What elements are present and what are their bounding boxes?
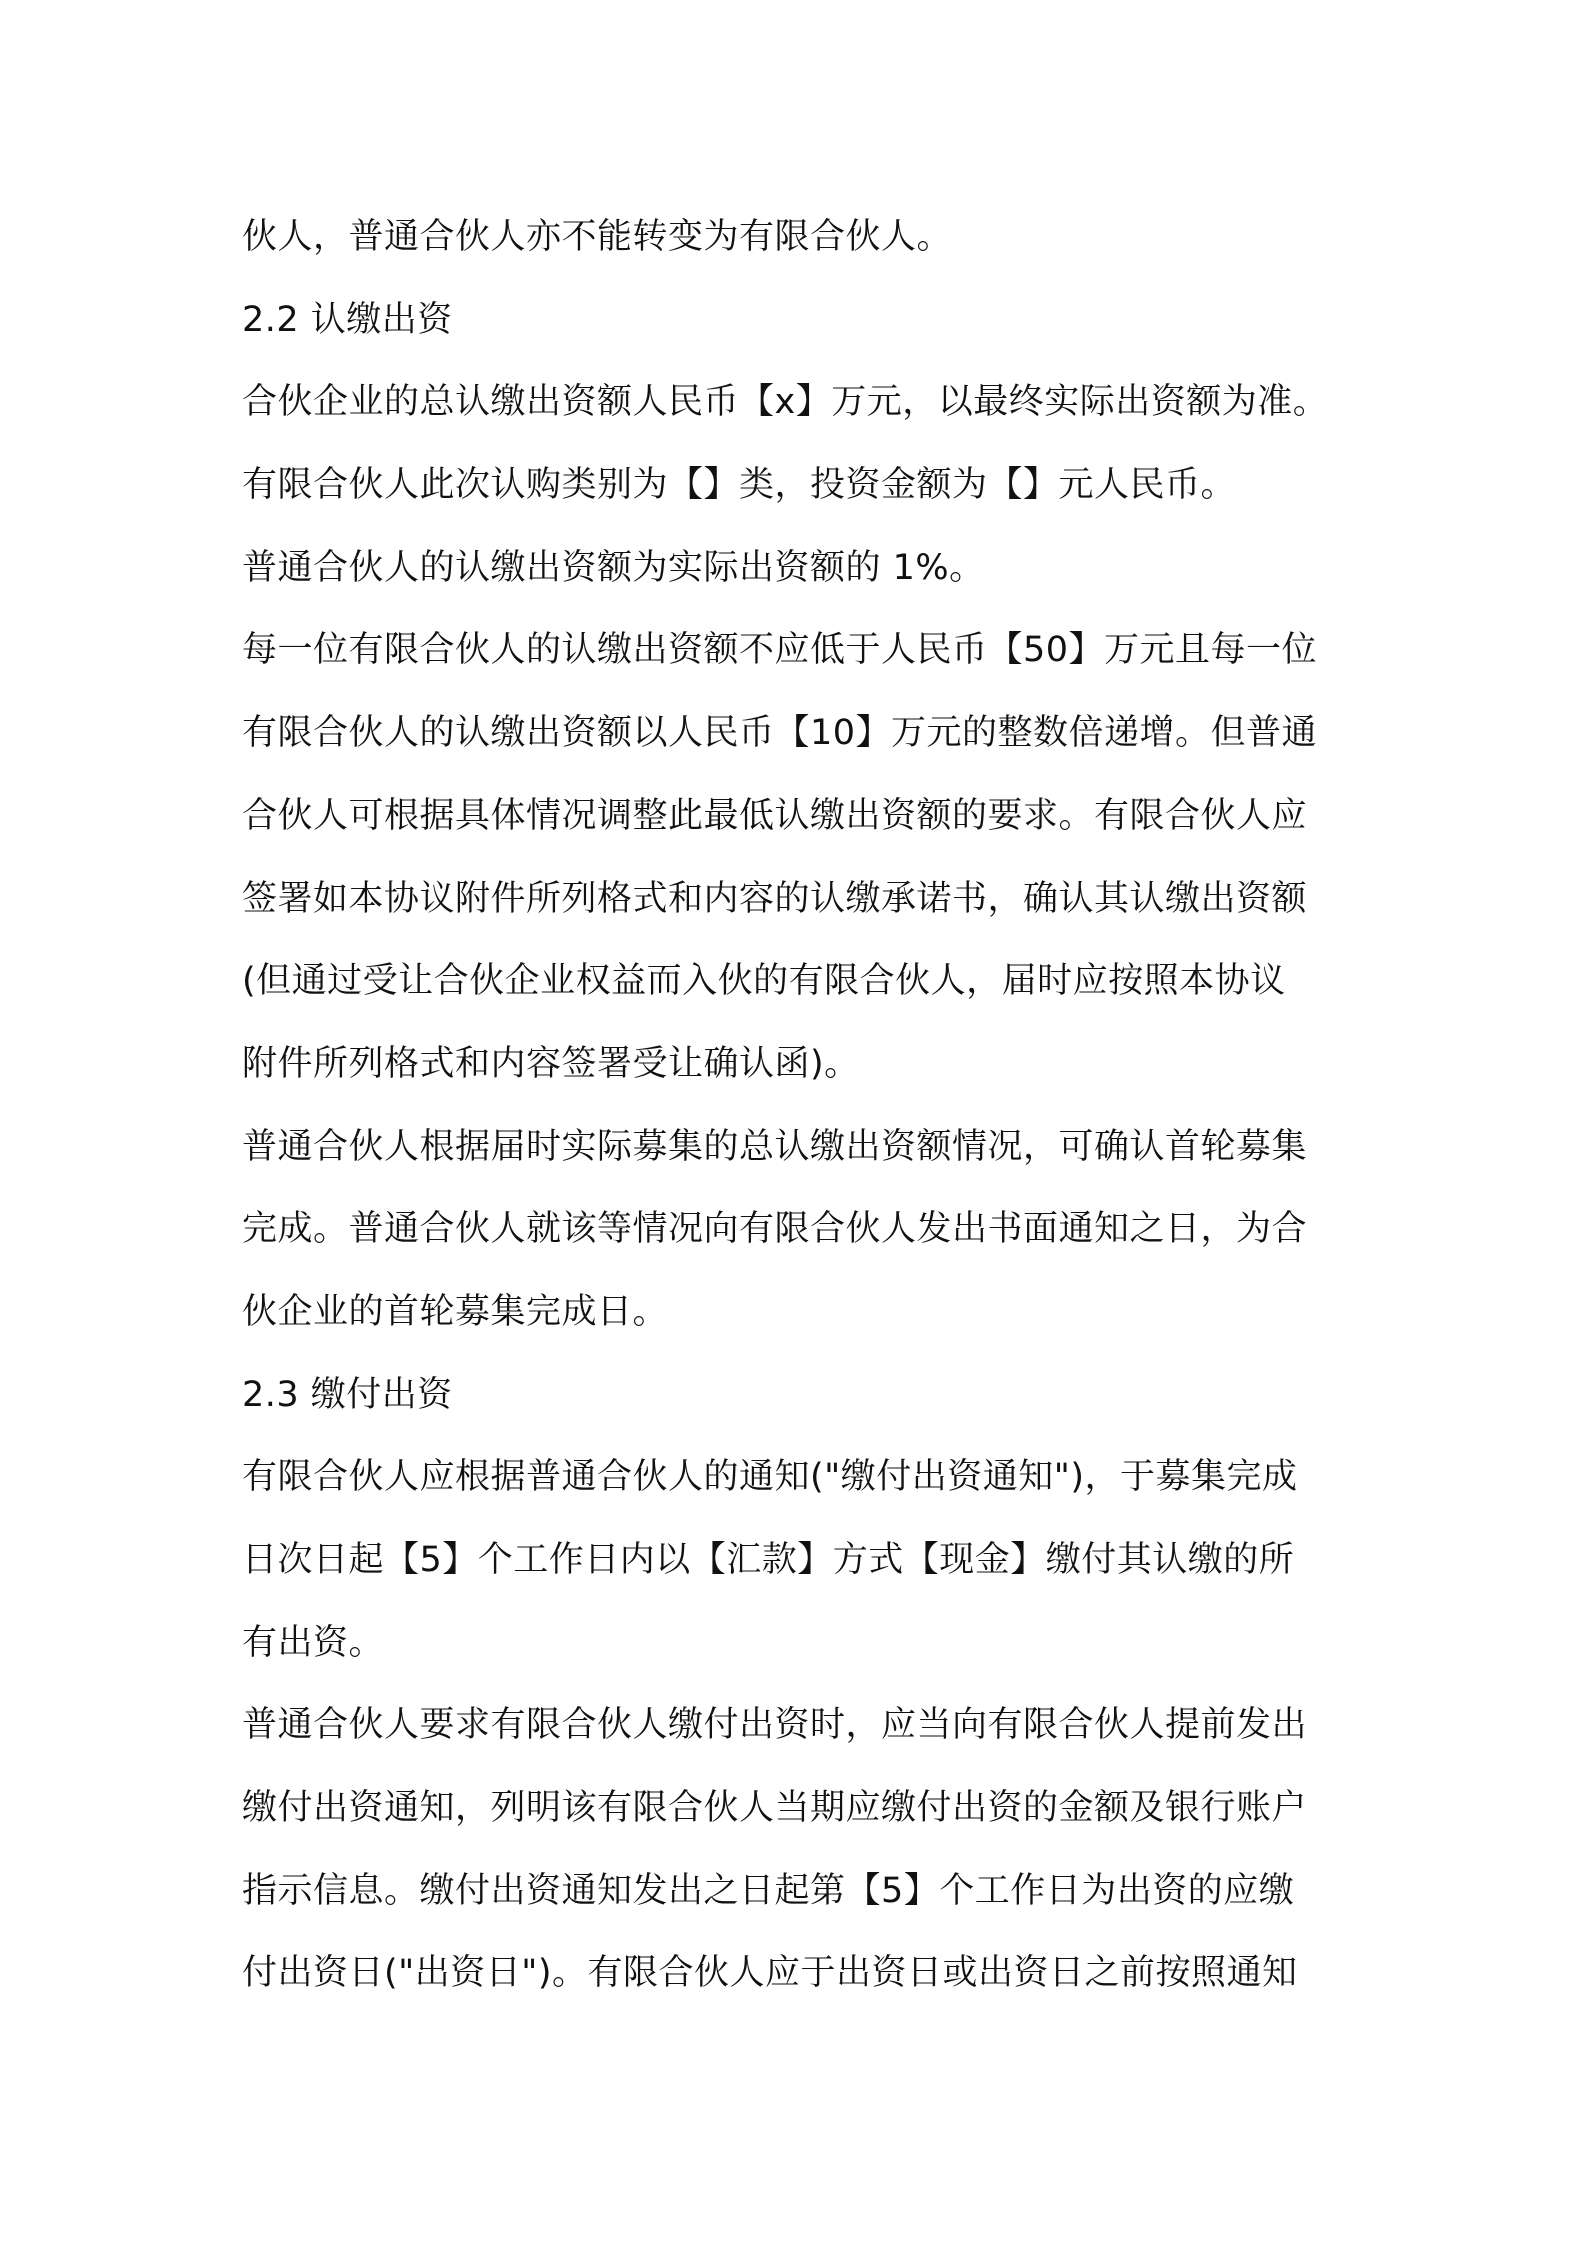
text-line: 缴付出资通知，列明该有限合伙人当期应缴付出资的金额及银行账户 [242,1788,1308,1829]
text-line: 签署如本协议附件所列格式和内容的认缴承诺书，确认其认缴出资额 [242,878,1308,919]
text-line: 有出资。 [242,1622,385,1663]
text-line: 每一位有限合伙人的认缴出资额不应低于人民币【50】万元且每一位 [242,630,1318,671]
text-line: 伙人，普通合伙人亦不能转变为有限合伙人。 [242,217,953,257]
text-line: 普通合伙人根据届时实际募集的总认缴出资额情况，可确认首轮募集 [242,1126,1308,1167]
section-heading-2-2: 2.2 认缴出资 [242,299,453,340]
text-line: 指示信息。缴付出资通知发出之日起第【5】个工作日为出资的应缴 [242,1870,1295,1911]
text-line: 合伙人可根据具体情况调整此最低认缴出资额的要求。有限合伙人应 [242,795,1308,836]
text-line: 普通合伙人要求有限合伙人缴付出资时，应当向有限合伙人提前发出 [242,1705,1308,1746]
text-line: 有限合伙人的认缴出资额以人民币【10】万元的整数倍递增。但普通 [242,713,1318,754]
text-line: 有限合伙人此次认购类别为【】类，投资金额为【】元人民币。 [242,465,1237,506]
text-line: 日次日起【5】个工作日内以【汇款】方式【现金】缴付其认缴的所 [242,1540,1295,1580]
section-heading-2-3: 2.3 缴付出资 [242,1374,453,1415]
text-line: 完成。普通合伙人就该等情况向有限合伙人发出书面通知之日，为合 [242,1209,1308,1250]
document-body [242,196,1362,2015]
text-line: 有限合伙人应根据普通合伙人的通知("缴付出资通知")，于募集完成 [242,1457,1298,1498]
text-line: 普通合伙人的认缴出资额为实际出资额的 1%。 [242,547,985,588]
text-line: 伙企业的首轮募集完成日。 [242,1291,669,1332]
text-line: 附件所列格式和内容签署受让确认函)。 [242,1043,860,1084]
text-line: 付出资日("出资日")。有限合伙人应于出资日或出资日之前按照通知 [242,1953,1298,1994]
text-line: 合伙企业的总认缴出资额人民币【x】万元，以最终实际出资额为准。 [242,382,1329,423]
text-line: (但通过受让合伙企业权益而入伙的有限合伙人，届时应按照本协议 [242,961,1286,1002]
